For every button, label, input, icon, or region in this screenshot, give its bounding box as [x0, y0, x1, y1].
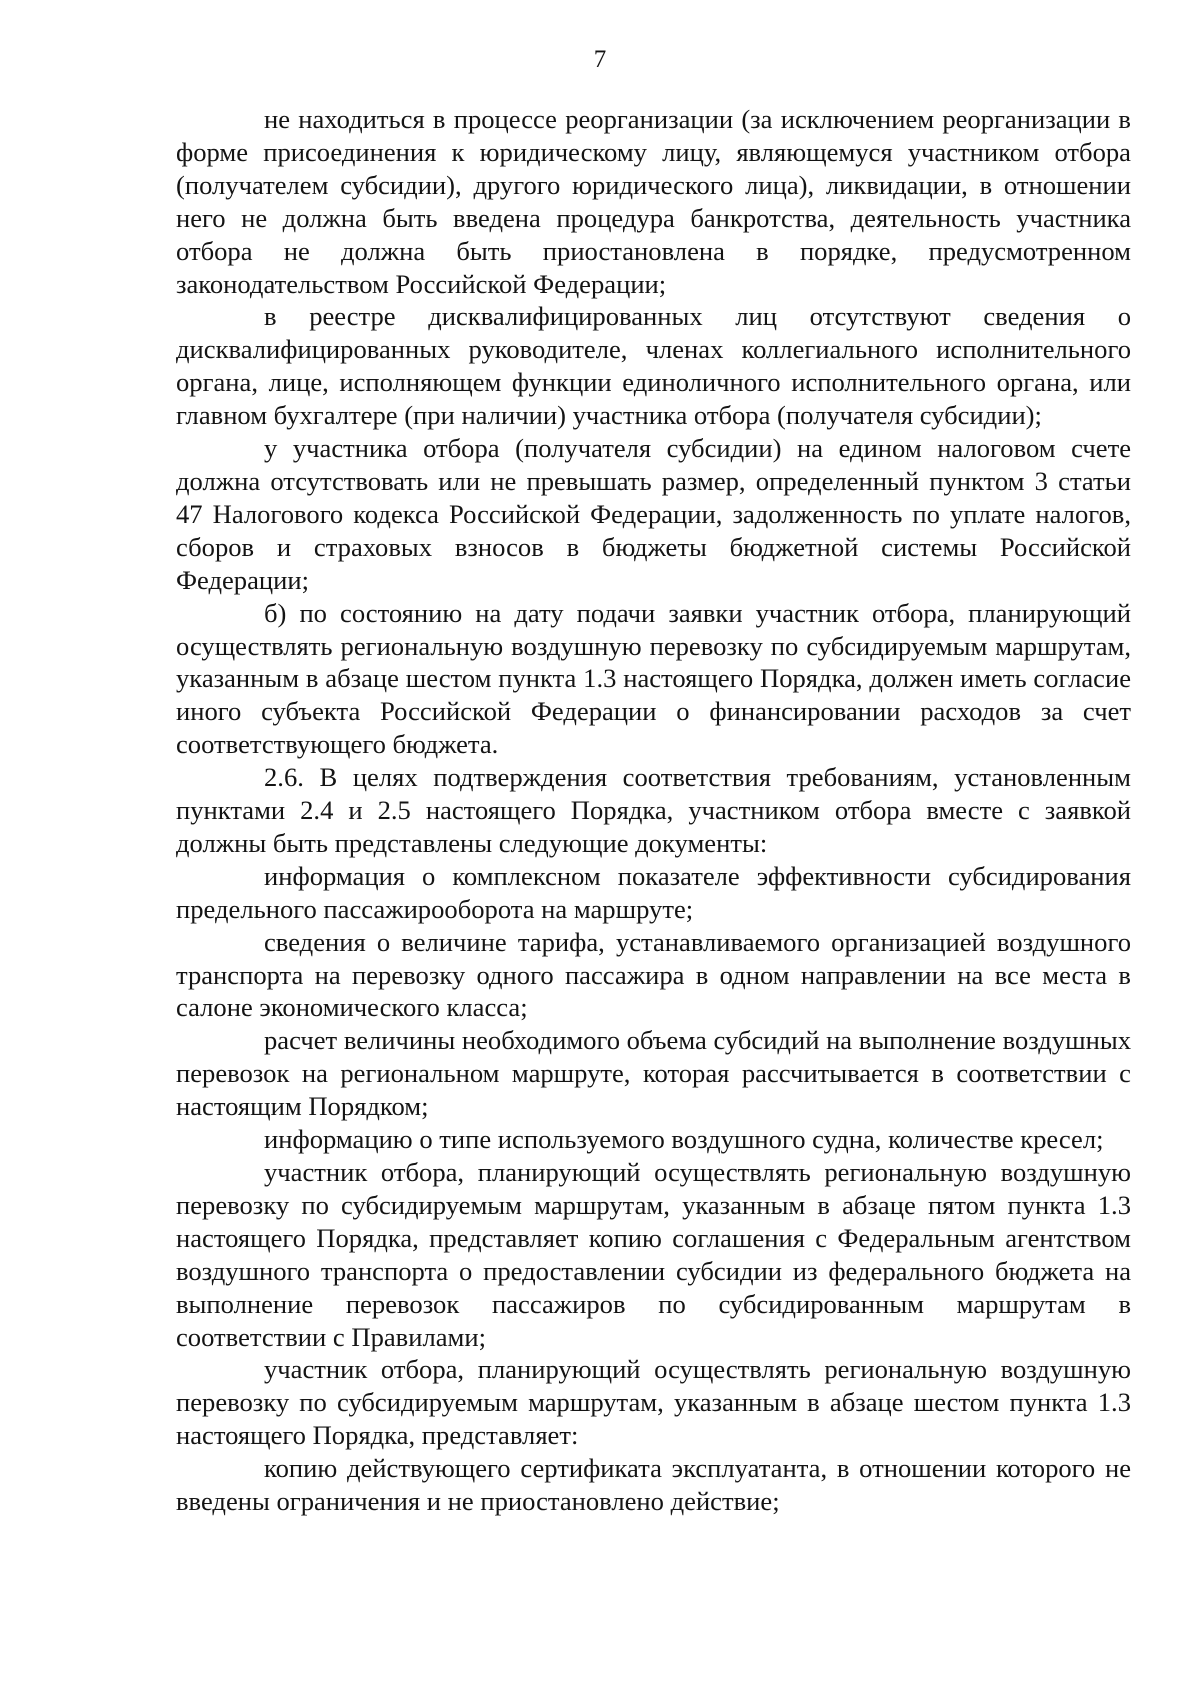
paragraph-efficiency-info: информация о комплексном показателе эффективности субсидирования предельного пассажирооборота на маршруте; — [176, 860, 1131, 924]
page-number: 7 — [593, 46, 607, 73]
paragraph-operator-certificate: копию действующего сертификата эксплуатанта, в отношении которого не введены ограничения и не приостановлено действие; — [176, 1453, 1131, 1517]
paragraph-subsidy-calculation: расчет величины необходимого объема субсидий на выполнение воздушных перевозок на региональном маршруте, которая рассчитывается в соответствии с настоящим Порядком; — [176, 1025, 1131, 1122]
paragraph-tariff-info: сведения о величине тарифа, устанавливаемого организацией воздушного транспорта на перевозку одного пассажира в одном направлении на все места в салоне экономического класса; — [176, 926, 1131, 1023]
paragraph-participant-provides: участник отбора, планирующий осуществлять региональную воздушную перевозку по субсидируемым маршрутам, указанным в абзаце шестом пункта 1.3 настоящего Порядка, представляет: — [176, 1354, 1131, 1451]
paragraph-consent-subject: б) по состоянию на дату подачи заявки участник отбора, планирующий осуществлять региональную воздушную перевозку по субсидируемым маршрутам, указанным в абзаце шестом пункта 1.3 настоящего Порядка, должен иметь согласие иного субъекта Российской Федерации о финансировании расходов за счет соответствующего бюджета. — [176, 597, 1131, 760]
paragraph-reorganization: не находиться в процессе реорганизации (за исключением реорганизации в форме присоединения к юридическому лицу, являющемуся участником отбора (получателем субсидии), другого юридического лица), ликвидации, в отношении него не должна быть введена процедура банкротства, деятельность участника отбора не должна быть приостановлена в порядке, предусмотренном законодательством Российской Федерации; — [176, 104, 1131, 299]
document-body — [176, 103, 1131, 1518]
paragraph-agreement-copy: участник отбора, планирующий осуществлять региональную воздушную перевозку по субсидируемым маршрутам, указанным в абзаце пятом пункта 1.3 настоящего Порядка, представляет копию соглашения с Федеральным агентством воздушного транспорта о предоставлении субсидии из федерального бюджета на выполнение перевозок пассажиров по субсидированным маршрутам в соответствии с Правилами; — [176, 1157, 1131, 1352]
paragraph-aircraft-type: информацию о типе используемого воздушного судна, количестве кресел; — [264, 1124, 1104, 1155]
paragraph-tax-debt: у участника отбора (получателя субсидии) на едином налоговом счете должна отсутствовать или не превышать размер, определенный пунктом 3 статьи 47 Налогового кодекса Российской Федерации, задолженность по уплате налогов, сборов и страховых взносов в бюджеты бюджетной системы Российской Федерации; — [176, 433, 1131, 595]
paragraph-clause-2-6: 2.6. В целях подтверждения соответствия требованиям, установленным пунктами 2.4 и 2.5 настоящего Порядка, участником отбора вместе с заявкой должны быть представлены следующие документы: — [176, 762, 1131, 858]
paragraph-disqualified-register: в реестре дисквалифицированных лиц отсутствуют сведения о дисквалифицированных руководителе, членах коллегиального исполнительного органа, лице, исполняющем функции единоличного исполнительного органа, или главном бухгалтере (при наличии) участника отбора (получателя субсидии); — [176, 301, 1131, 431]
